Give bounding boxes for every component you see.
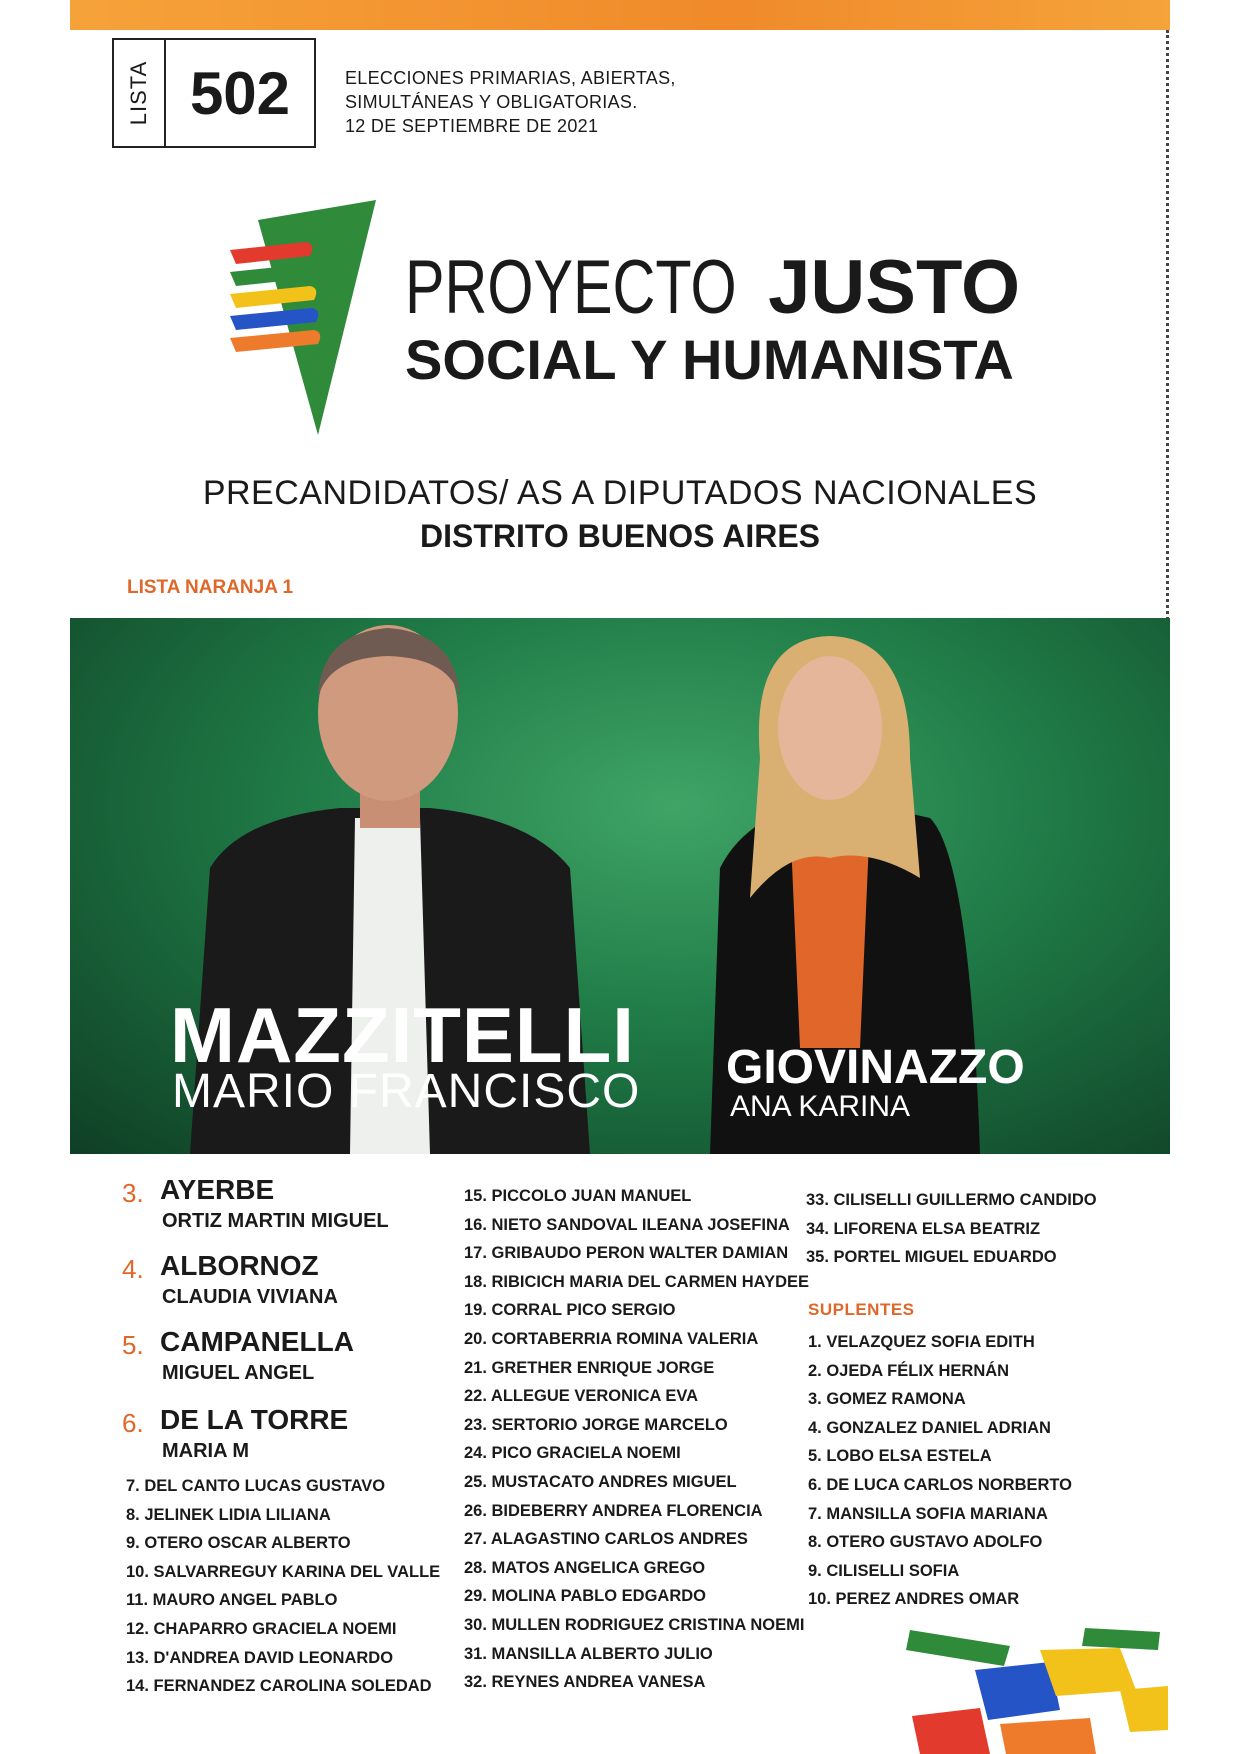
list-item: 11. MAURO ANGEL PABLO [126,1591,338,1610]
list-item: 27. ALAGASTINO CARLOS ANDRES [464,1530,748,1549]
list-item: 34. LIFORENA ELSA BEATRIZ [806,1219,1041,1238]
candidate-lastname: DE LA TORRE [160,1404,349,1435]
lista-label: LISTA [126,60,151,126]
list-item: 7. DEL CANTO LUCAS GUSTAVO [126,1477,386,1495]
list-item: 18. RIBICICH MARIA DEL CARMEN HAYDEE [464,1272,810,1291]
list-item: 15. PICCOLO JUAN MANUEL [464,1187,692,1205]
suplentes-list [808,1328,1072,1614]
list-item: 1. VELAZQUEZ SOFIA EDITH [808,1333,1035,1351]
lead-candidate-1-firstname: MARIO FRANCISCO [172,1065,641,1118]
list-item: 5. LOBO ELSA ESTELA [808,1447,992,1466]
list-item: 22. ALLEGUE VERONICA EVA [464,1387,699,1406]
candidate-firstname: CLAUDIA VIVIANA [162,1286,338,1308]
lista-badge [112,38,316,148]
candidates-column-3 [806,1186,1097,1272]
list-item: 2. OJEDA FÉLIX HERNÁN [808,1361,1010,1380]
list-item: 29. MOLINA PABLO EDGARDO [464,1587,707,1606]
list-item: 28. MATOS ANGELICA GREGO [464,1558,706,1577]
lead-candidate-2-firstname: ANA KARINA [730,1090,911,1123]
lead-candidate-1-lastname: MAZZITELLI [170,991,635,1079]
party-name-light: PROYECTO [405,245,737,330]
list-item: 9. OTERO OSCAR ALBERTO [126,1534,351,1553]
lista-number: 502 [189,59,291,127]
party-tagline: SOCIAL Y HUMANISTA [405,328,1014,391]
top-orange-bar [70,0,1170,30]
candidate-firstname: ORTIZ MARTIN MIGUEL [162,1210,389,1232]
list-item: 20. CORTABERRIA ROMINA VALERIA [464,1329,759,1348]
list-item: 3. GOMEZ RAMONA [808,1390,966,1409]
list-item: 26. BIDEBERRY ANDREA FLORENCIA [464,1501,763,1520]
lista-label-cell [114,40,166,146]
party-logo-icon [228,200,388,440]
party-name [405,245,1021,391]
list-item: 24. PICO GRACIELA NOEMI [464,1444,681,1463]
candidate-number: 5. [122,1330,144,1360]
list-item: 13. D'ANDREA DAVID LEONARDO [126,1648,394,1667]
candidates-column-1 [126,1472,440,1701]
list-item: 21. GRETHER ENRIQUE JORGE [464,1358,715,1377]
list-item: 31. MANSILLA ALBERTO JULIO [464,1644,713,1663]
candidate-number: 3. [122,1178,144,1208]
candidate-lastname: AYERBE [160,1174,275,1205]
election-line: ELECCIONES PRIMARIAS, ABIERTAS, [345,68,676,88]
list-item: 25. MUSTACATO ANDRES MIGUEL [464,1472,737,1491]
list-item: 17. GRIBAUDO PERON WALTER DAMIAN [464,1244,789,1263]
candidate-firstname: MIGUEL ANGEL [162,1362,315,1384]
list-item: 33. CILISELLI GUILLERMO CANDIDO [806,1191,1097,1209]
decorative-stripes-icon [900,1620,1170,1754]
election-info [345,66,676,138]
candidate-firstname: MARIA M [162,1440,250,1462]
party-name-bold: JUSTO [768,245,1021,330]
election-line: SIMULTÁNEAS Y OBLIGATORIAS. [345,92,638,112]
list-item: 10. SALVARREGUY KARINA DEL VALLE [126,1562,441,1581]
lead-candidate-2-lastname: GIOVINAZZO [726,1041,1025,1094]
candidate-lastname: CAMPANELLA [160,1326,354,1357]
list-item: 8. JELINEK LIDIA LILIANA [126,1505,331,1524]
candidate-number: 6. [122,1408,144,1438]
list-item: 12. CHAPARRO GRACIELA NOEMI [126,1619,397,1638]
list-item: 6. DE LUCA CARLOS NORBERTO [808,1475,1073,1494]
candidates-column-2 [464,1182,809,1697]
list-item: 23. SERTORIO JORGE MARCELO [464,1415,728,1434]
candidate-number: 4. [122,1254,144,1284]
candidate-lastname: ALBORNOZ [160,1250,319,1281]
ballot-district: DISTRITO BUENOS AIRES [419,518,821,554]
list-item: 14. FERNANDEZ CAROLINA SOLEDAD [126,1677,432,1696]
ballot-subtitle: PRECANDIDATOS/ AS A DIPUTADOS NACIONALES [202,474,1038,512]
list-item: 9. CILISELLI SOFIA [808,1561,960,1580]
list-item: 8. OTERO GUSTAVO ADOLFO [808,1533,1043,1552]
list-item: 35. PORTEL MIGUEL EDUARDO [806,1248,1057,1267]
list-item: 32. REYNES ANDREA VANESA [464,1673,706,1692]
list-item: 16. NIETO SANDOVAL ILEANA JOSEFINA [464,1215,790,1234]
list-item: 10. PEREZ ANDRES OMAR [808,1590,1020,1609]
suplentes-heading: SUPLENTES [808,1300,915,1319]
list-item: 4. GONZALEZ DANIEL ADRIAN [808,1418,1051,1437]
list-item: 19. CORRAL PICO SERGIO [464,1301,676,1320]
list-item: 7. MANSILLA SOFIA MARIANA [808,1504,1048,1523]
list-label: LISTA NARANJA 1 [127,577,294,598]
election-date: 12 DE SEPTIEMBRE DE 2021 [345,116,599,136]
list-item: 30. MULLEN RODRIGUEZ CRISTINA NOEMI [464,1615,805,1634]
